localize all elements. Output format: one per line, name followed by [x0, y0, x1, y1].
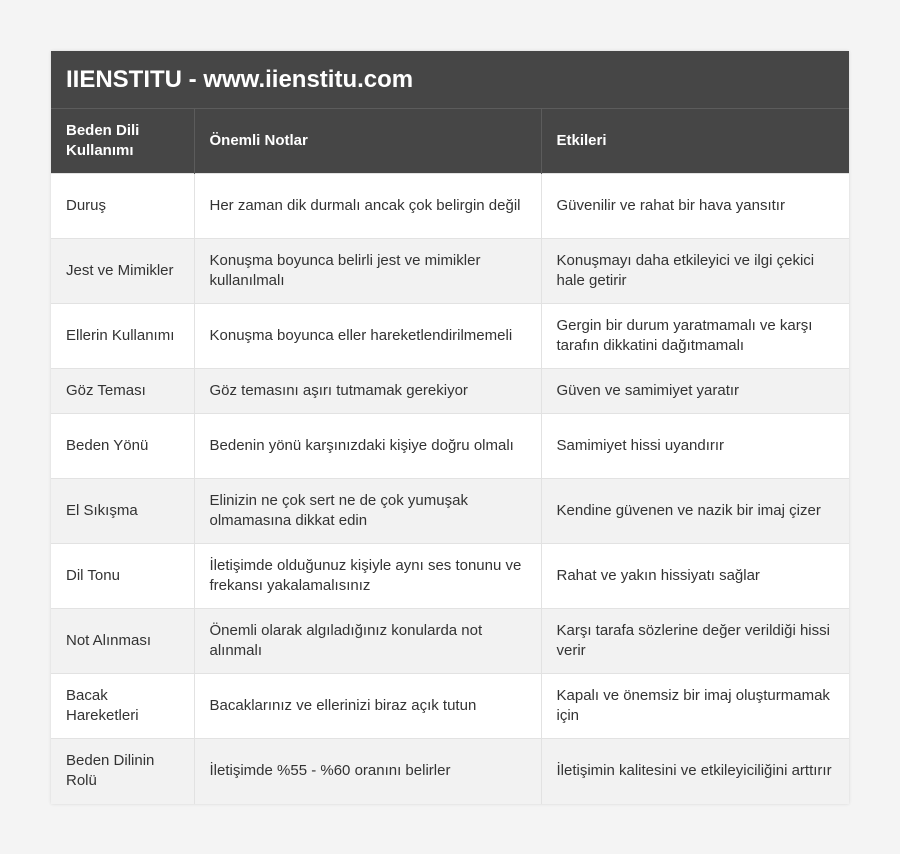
cell-notes: Bedenin yönü karşınızdaki kişiye doğru olmalı — [194, 414, 541, 479]
table-row — [51, 674, 849, 739]
column-header-notes: Önemli Notlar — [194, 109, 541, 174]
cell-effects: Karşı tarafa sözlerine değer verildiği hissi verir — [541, 609, 849, 674]
cell-usage: Beden Yönü — [51, 414, 194, 479]
cell-effects: Güven ve samimiyet yaratır — [541, 369, 849, 414]
cell-usage: Jest ve Mimikler — [51, 239, 194, 304]
cell-usage: Duruş — [51, 174, 194, 239]
cell-usage: El Sıkışma — [51, 479, 194, 544]
page-title: IIENSTITU - www.iienstitu.com — [51, 51, 849, 108]
cell-notes: Konuşma boyunca belirli jest ve mimikler kullanılmalı — [194, 239, 541, 304]
table-row — [51, 369, 849, 414]
cell-notes: Önemli olarak algıladığınız konularda not alınmalı — [194, 609, 541, 674]
table-row — [51, 174, 849, 239]
column-header-effects: Etkileri — [541, 109, 849, 174]
cell-usage: Göz Teması — [51, 369, 194, 414]
cell-effects: İletişimin kalitesini ve etkileyiciliğini arttırır — [541, 739, 849, 804]
cell-effects: Kendine güvenen ve nazik bir imaj çizer — [541, 479, 849, 544]
table-row — [51, 544, 849, 609]
cell-notes: Elinizin ne çok sert ne de çok yumuşak olmamasına dikkat edin — [194, 479, 541, 544]
data-table — [51, 108, 849, 804]
cell-usage: Ellerin Kullanımı — [51, 304, 194, 369]
table-row — [51, 414, 849, 479]
table-card — [51, 51, 849, 804]
cell-effects: Kapalı ve önemsiz bir imaj oluşturmamak için — [541, 674, 849, 739]
cell-usage: Beden Dilinin Rolü — [51, 739, 194, 804]
cell-usage: Bacak Hareketleri — [51, 674, 194, 739]
cell-usage: Not Alınması — [51, 609, 194, 674]
cell-effects: Konuşmayı daha etkileyici ve ilgi çekici hale getirir — [541, 239, 849, 304]
column-header-usage: Beden Dili Kullanımı — [51, 109, 194, 174]
cell-notes: Konuşma boyunca eller hareketlendirilmemeli — [194, 304, 541, 369]
cell-effects: Rahat ve yakın hissiyatı sağlar — [541, 544, 849, 609]
table-row — [51, 304, 849, 369]
table-row — [51, 479, 849, 544]
cell-notes: Bacaklarınız ve ellerinizi biraz açık tutun — [194, 674, 541, 739]
table-row — [51, 609, 849, 674]
cell-effects: Gergin bir durum yaratmamalı ve karşı tarafın dikkatini dağıtmamalı — [541, 304, 849, 369]
table-row — [51, 739, 849, 804]
cell-usage: Dil Tonu — [51, 544, 194, 609]
cell-effects: Güvenilir ve rahat bir hava yansıtır — [541, 174, 849, 239]
table-row — [51, 239, 849, 304]
cell-notes: İletişimde olduğunuz kişiyle aynı ses tonunu ve frekansı yakalamalısınız — [194, 544, 541, 609]
cell-effects: Samimiyet hissi uyandırır — [541, 414, 849, 479]
cell-notes: Her zaman dik durmalı ancak çok belirgin değil — [194, 174, 541, 239]
cell-notes: İletişimde %55 - %60 oranını belirler — [194, 739, 541, 804]
table-header-row — [51, 109, 849, 174]
cell-notes: Göz temasını aşırı tutmamak gerekiyor — [194, 369, 541, 414]
